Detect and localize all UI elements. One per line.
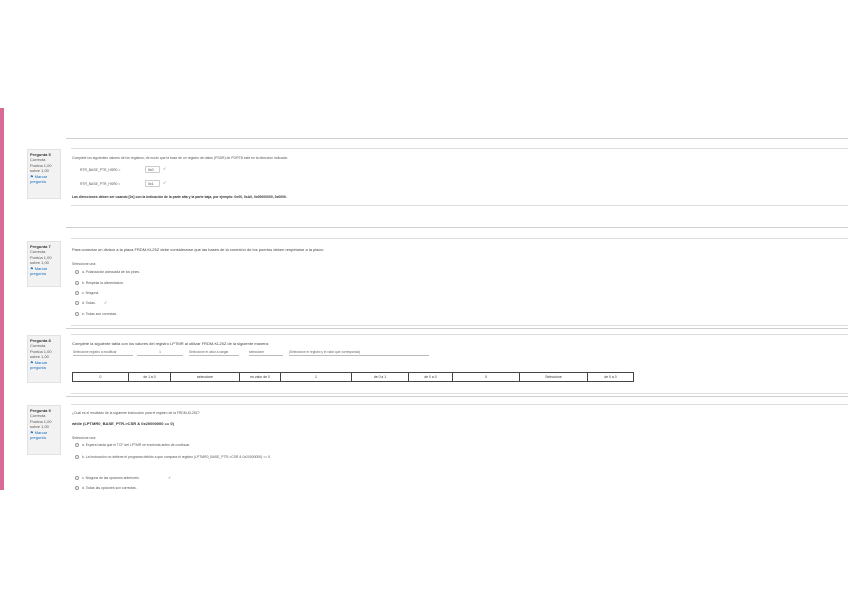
table-cell[interactable]: 0 [72,372,129,382]
table-cell[interactable]: Seleccione [519,372,588,382]
answer-option: d. Todas las opciones son correctas. [82,486,137,490]
question-status: Correcta [30,343,46,349]
question-info [27,149,61,199]
answer-input[interactable]: seleccione [249,350,283,356]
answer-radio[interactable] [75,443,79,447]
question-info [27,241,61,287]
question-number: Pregunta 8 [30,338,51,343]
flag-icon: ⚑ [30,265,34,271]
correct-check-icon: ✓ [163,166,167,171]
correct-check-icon: ✓ [163,180,167,185]
answer-radio[interactable] [75,455,79,459]
table-cell[interactable]: en valor de 0 [239,372,281,382]
question-prompt: Complete la siguiente tabla con los valores del registro LPTMR al utilizar FRDM-KL25Z de la siguiente manera: [72,341,269,346]
question-content [71,404,848,495]
question-score: Puntúa 1,00 sobre 1,00 [30,418,52,430]
answer-option: a. Espera hasta que el TCF del LPTMR se encienda antes de continuar. [82,443,191,447]
register-label: RTR_BASE_PTR_HSR0 = [80,182,121,186]
divider [66,396,848,397]
answer-option: b. Respetar la alimentación. [82,281,125,285]
question-status: Correcta [30,157,46,163]
answer-option: c. Ninguna de las opciones anteriores. [82,476,140,480]
answer-input[interactable]: Seleccione registro a modificar [73,350,133,356]
flag-icon: ⚑ [30,173,34,179]
divider [66,328,848,329]
select-one-label: Seleccione una: [72,262,97,266]
table-cell[interactable]: 1 [280,372,352,382]
table-cell[interactable]: de 0 a 1 [351,372,409,382]
question-info [27,335,61,383]
table-cell[interactable]: de 1 a 0 [128,372,171,382]
answer-option: c. Ninguna. [82,291,100,295]
question-prompt: Complete los siguientes valores de los registros, de modo que la base de un registro de datos (PSDR) de PORTB esté en la dirección indicada: [72,156,288,160]
question-score: Puntúa 1,00 sobre 1,00 [30,348,52,360]
question-prompt: ¿Cuál es el resultado de la siguiente instrucción para el registro de la FRDM-KL25Z? [72,411,200,415]
table-cell[interactable]: 0 [452,372,520,382]
answer-radio[interactable] [75,291,79,295]
question-content [71,334,848,394]
answer-option: e. Todas son correctas. [82,312,117,316]
correct-check-icon: ✓ [104,300,108,305]
register-label: RTR_BASE_PTR_HSR0 = [80,168,121,172]
flag-question-link[interactable]: ⚑ Marcar pregunta [30,359,48,371]
question-content [71,148,848,206]
flag-question-link[interactable]: ⚑ Marcar pregunta [30,173,48,185]
table-cell[interactable]: de 0 a 0 [587,372,634,382]
answer-option: d. Todas. [82,301,96,305]
answer-radio[interactable] [75,301,79,305]
answer-radio[interactable] [75,312,79,316]
answer-radio[interactable] [75,281,79,285]
question-score: Puntúa 1,00 sobre 1,00 [30,254,52,266]
register-select[interactable]: 0x0 [145,166,160,173]
question-status: Correcta [30,413,46,419]
question-number: Pregunta 9 [30,408,51,413]
answer-input[interactable]: (Seleccione el registro y el valor que corresponda) [289,350,429,356]
table-cell[interactable]: de 0 a 0 [408,372,453,382]
answer-radio[interactable] [75,486,79,490]
answer-radio[interactable] [75,476,79,480]
question-info [27,405,61,455]
register-select[interactable]: 0x1 [145,180,160,187]
flag-question-link[interactable]: ⚑ Marcar pregunta [30,429,48,441]
table-cell[interactable]: seleccione [170,372,240,382]
question-content [71,238,848,326]
divider [66,138,848,139]
question-number: Pregunta 5 [30,152,51,157]
left-accent-bar [0,108,4,490]
flag-icon: ⚑ [30,429,34,435]
flag-question-link[interactable]: ⚑ Marcar pregunta [30,265,48,277]
flag-icon: ⚑ [30,359,34,365]
code-snippet: while (LPTMR0_BASE_PTR->CSR & 0x20000000 == 0) [72,421,174,426]
question-note: Las direcciones deben ser usando [0x] con la indicación de la parte alta y la parte baja, por ejemplo: 0x00, 0xA0, 0x00000000, 0x0000. [72,195,287,199]
question-prompt: Para conectar un divisor a la placa FRDM-KL25Z debe considerarse que las bases de la conexión de los puertos deben respetarse a la placa: [72,247,324,252]
divider [66,227,848,228]
answer-input[interactable]: Seleccione el valor a cargar [189,350,239,356]
answer-input[interactable]: 1 [137,350,183,356]
answer-option: b. La instrucción no detiene el programa debido a que compara el registro (LPTMR0_BASE_PTR->CSR & 0x20000000) == 0. [82,455,271,459]
correct-check-icon: ✓ [168,475,172,480]
question-status: Correcta [30,249,46,255]
answer-radio[interactable] [75,270,79,274]
select-one-label: Seleccione una: [72,436,97,440]
question-score: Puntúa 1,00 sobre 1,00 [30,162,52,174]
question-number: Pregunta 7 [30,244,51,249]
answer-option: a. Polarización adecuada de los pines. [82,270,141,274]
